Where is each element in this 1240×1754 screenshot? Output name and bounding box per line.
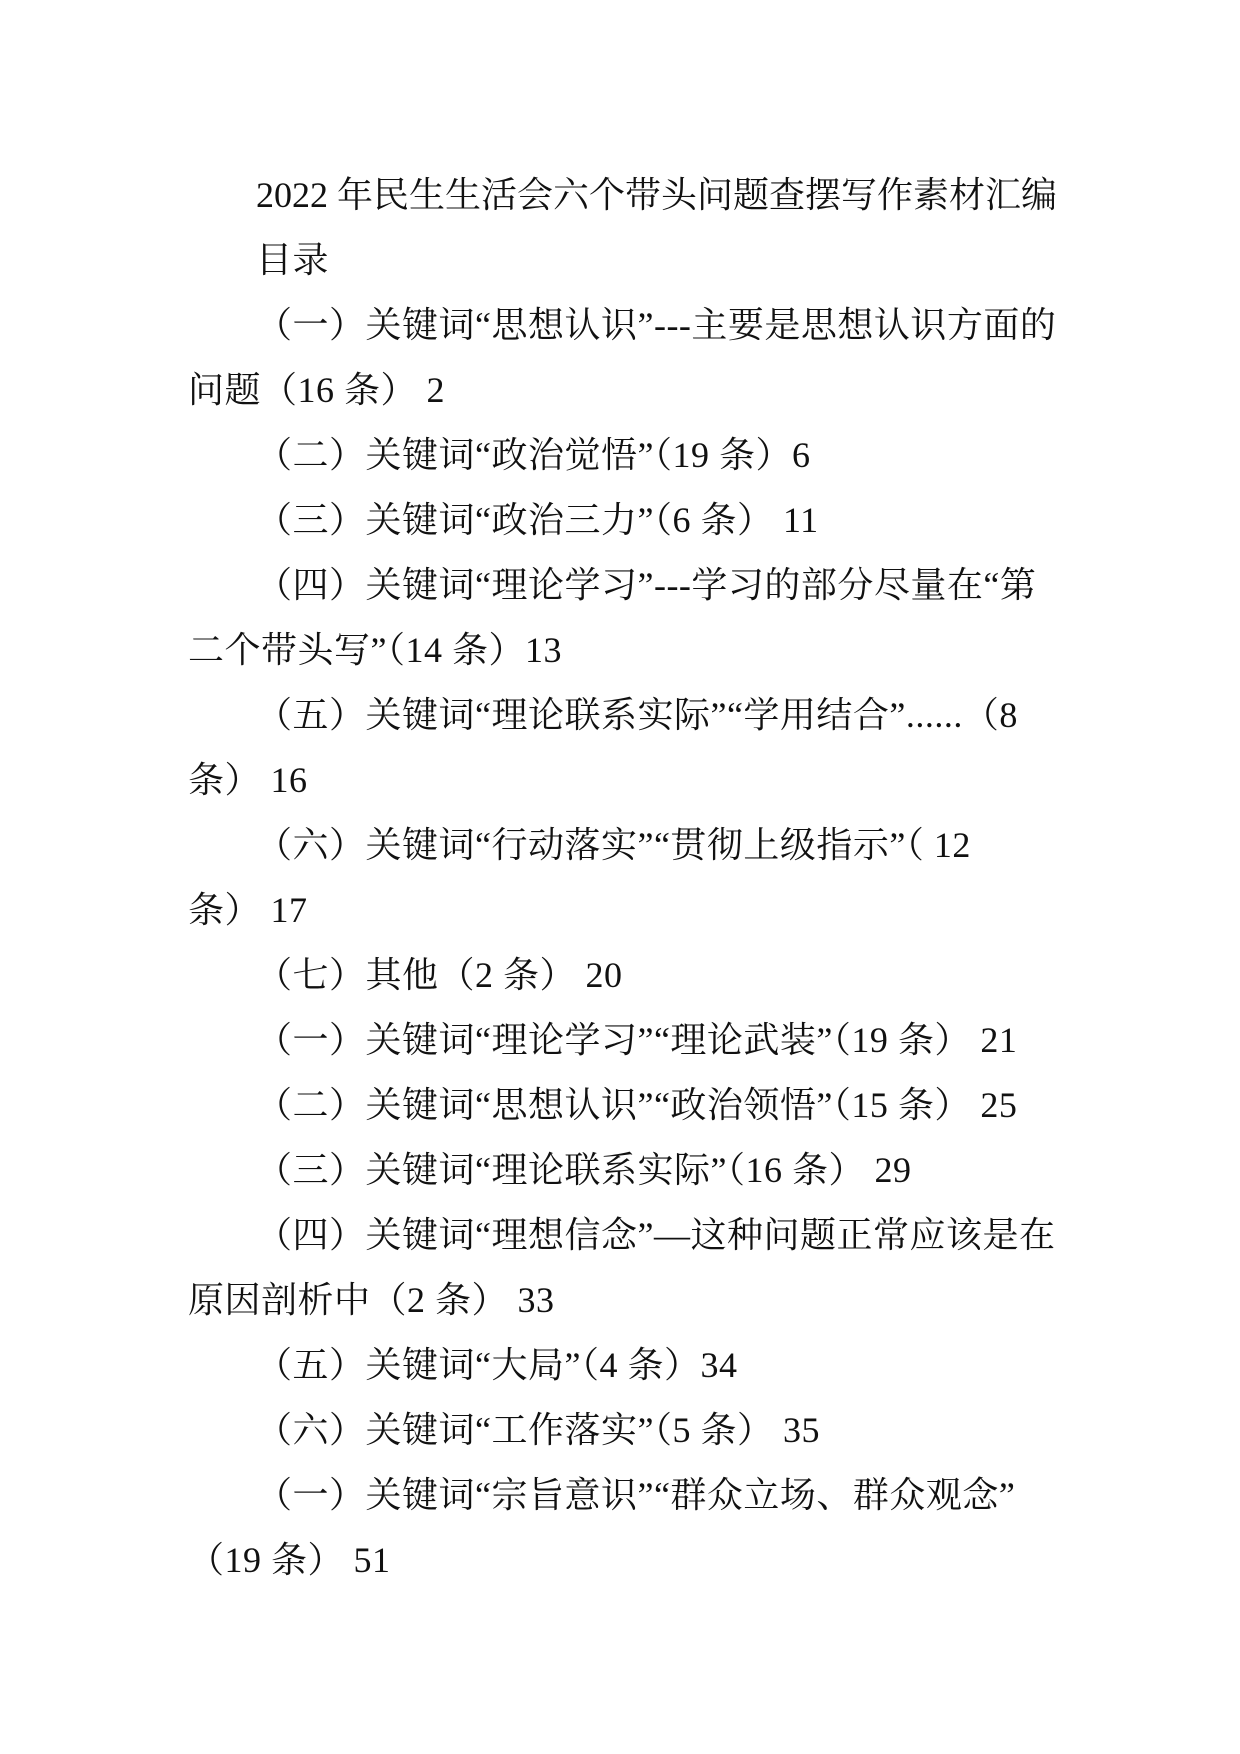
toc-entry-line: （四）关键词“理想信念”—这种问题正常应该是在 (256, 1215, 1056, 1255)
toc-entry-line: （二）关键词“政治觉悟”（19 条）6 (256, 435, 811, 475)
toc-entry (188, 1463, 1054, 1593)
toc-entry-line: （三）关键词“理论联系实际”（16 条） 29 (256, 1150, 912, 1190)
toc-entry (188, 683, 1054, 813)
toc-heading: 目录 (256, 240, 330, 280)
toc-entry (188, 293, 1057, 423)
toc-entry-line: （三）关键词“政治三力”（6 条） 11 (256, 500, 819, 540)
toc-entry-line: （五）关键词“理论联系实际”“学用结合”......（8 (256, 695, 1018, 735)
toc-entry-line: （一）关键词“宗旨意识”“群众立场、群众观念” (256, 1475, 1016, 1515)
toc-entry-line: （二）关键词“思想认识”“政治领悟”（15 条） 25 (256, 1085, 1018, 1125)
toc-entry (188, 1333, 1054, 1398)
toc-entry (188, 943, 1054, 1008)
document-title: 2022 年民生生活会六个带头问题查摆写作素材汇编 (256, 175, 1058, 215)
toc-entry (188, 1073, 1054, 1138)
toc-entry (188, 553, 1054, 683)
toc-entry (188, 813, 1054, 943)
document-body (188, 163, 1058, 1593)
toc-entry-line: （六）关键词“工作落实”（5 条） 35 (256, 1410, 820, 1450)
toc-entry-continuation: 原因剖析中（2 条） 33 (188, 1280, 555, 1320)
toc-entry-line: （七）其他（2 条） 20 (256, 955, 623, 995)
toc-entry (188, 1008, 1054, 1073)
toc-entry-continuation: 问题（16 条） 2 (188, 370, 446, 410)
toc-entry-line: （四）关键词“理论学习”---学习的部分尽量在“第 (256, 565, 1037, 605)
toc-entry-line: （一）关键词“思想认识”---主要是思想认识方面的 (256, 305, 1057, 345)
toc-entry (188, 1203, 1054, 1333)
toc-entry-continuation: 条） 16 (188, 760, 308, 800)
toc-entry-continuation: 条） 17 (188, 890, 308, 930)
toc-entry (188, 488, 1054, 553)
toc-entry-line: （六）关键词“行动落实”“贯彻上级指示”（ 12 (256, 825, 971, 865)
toc-entry-line: （五）关键词“大局”（4 条）34 (256, 1345, 738, 1385)
toc-entry (188, 423, 1054, 488)
toc-entry-continuation: （19 条） 51 (188, 1540, 391, 1580)
toc-entry-line: （一）关键词“理论学习”“理论武装”（19 条） 21 (256, 1020, 1018, 1060)
toc-entry-continuation: 二个带头写”（14 条）13 (188, 630, 562, 670)
toc-entry (188, 1398, 1054, 1463)
toc-entry (188, 1138, 1054, 1203)
